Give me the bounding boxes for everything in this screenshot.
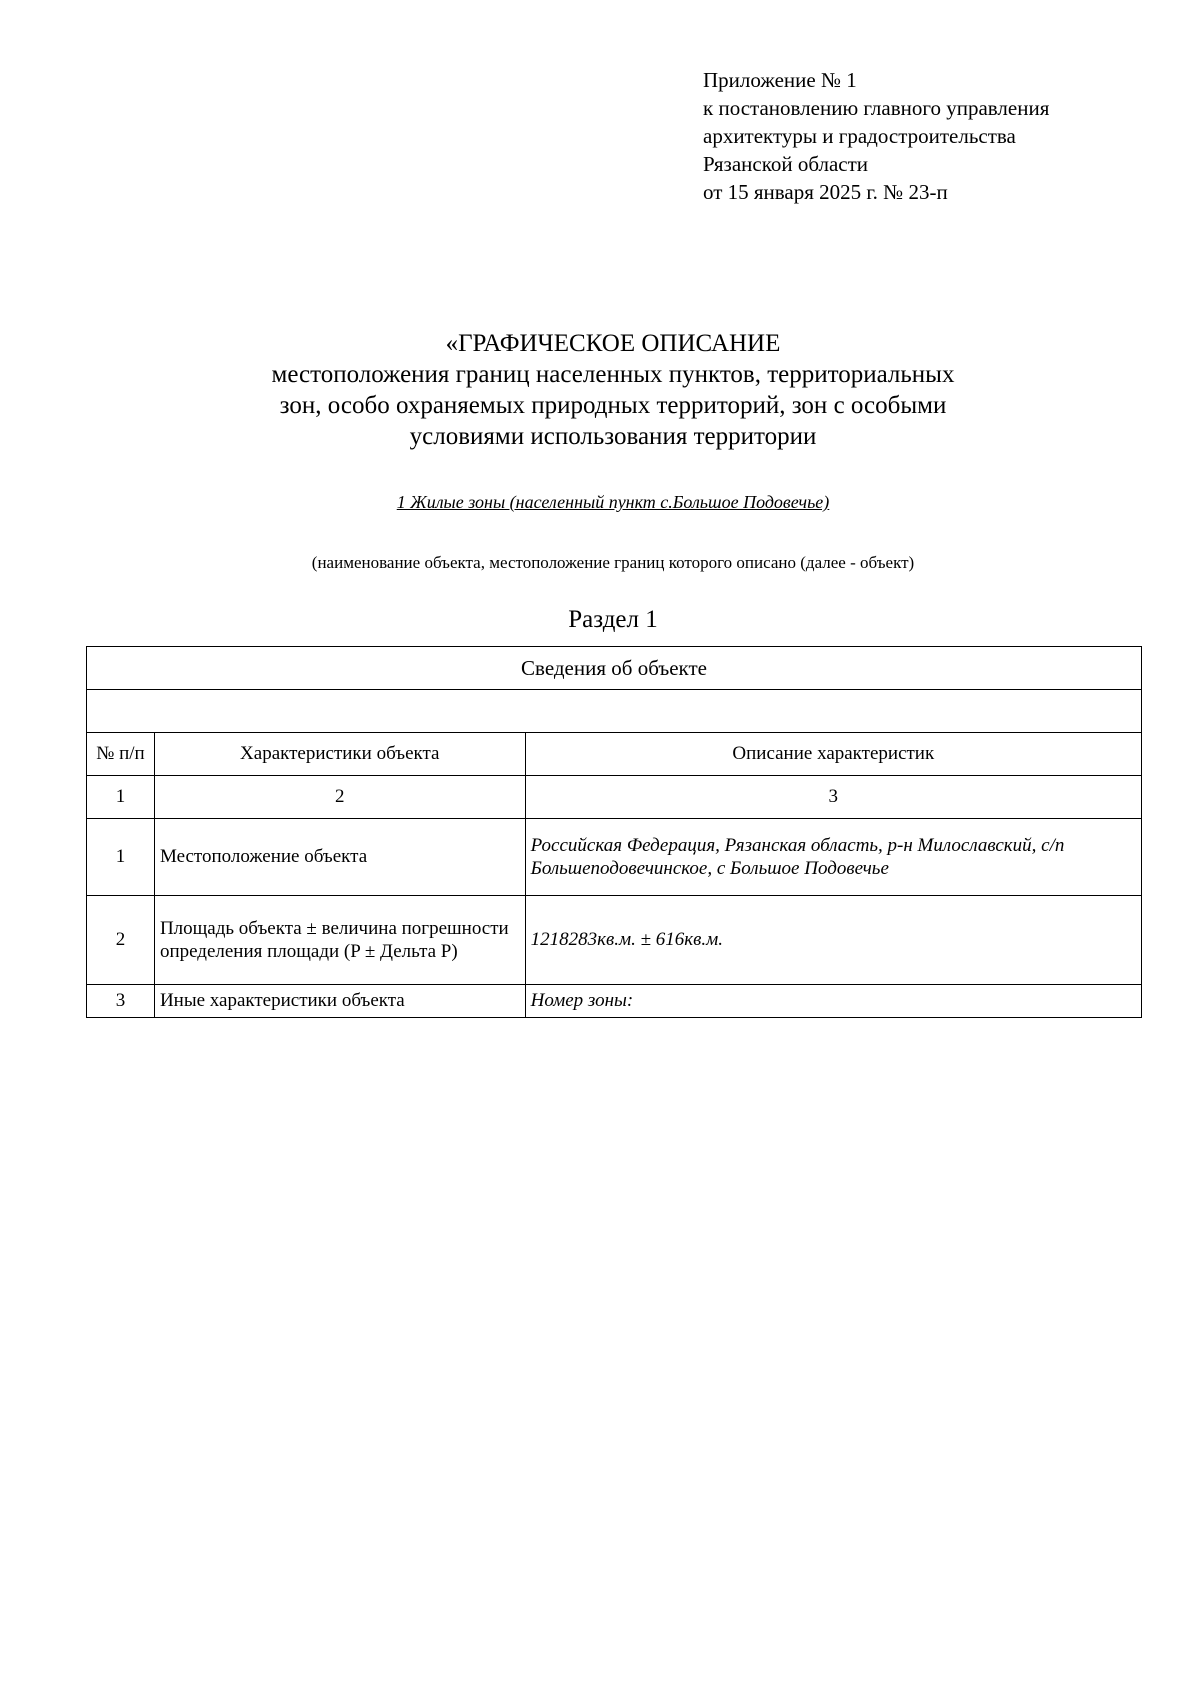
table-caption-row [87, 647, 1142, 690]
appendix-line: архитектуры и градостроительства [703, 124, 1016, 148]
column-number: 2 [154, 776, 525, 819]
row-description: Номер зоны: [525, 985, 1141, 1018]
table-row [87, 896, 1142, 985]
column-number: 1 [87, 776, 155, 819]
column-number: 3 [525, 776, 1141, 819]
title-line: местоположения границ населенных пунктов, территориальных [271, 361, 955, 388]
title-line: «ГРАФИЧЕСКОЕ ОПИСАНИЕ [445, 330, 781, 357]
column-number-row [87, 776, 1142, 819]
document-title [0, 328, 1200, 452]
row-num: 3 [87, 985, 155, 1018]
header-characteristic: Характеристики объекта [154, 733, 525, 776]
table-empty-cell [87, 690, 1142, 733]
object-name-caption: (наименование объекта, местоположение границ которого описано (далее - объект) [311, 553, 915, 572]
appendix-line: от 15 января 2025 г. № 23-п [703, 180, 948, 204]
appendix-line: Приложение № 1 [703, 68, 857, 92]
title-line: условиями использования территории [409, 423, 817, 450]
header-description: Описание характеристик [525, 733, 1141, 776]
row-characteristic: Площадь объекта ± величина погрешности определения площади (P ± Дельта P) [154, 896, 525, 985]
appendix-line: к постановлению главного управления [703, 96, 1050, 120]
table-header-row [87, 733, 1142, 776]
appendix-line: Рязанской области [703, 152, 869, 176]
title-line: зон, особо охраняемых природных территорий, зон с особыми [279, 392, 947, 419]
table-row [87, 819, 1142, 896]
appendix-reference [703, 66, 1173, 206]
object-name-text: 1 Жилые зоны (населенный пункт с.Большое Подовечье) [396, 492, 830, 512]
header-num: № п/п [87, 733, 155, 776]
table-empty-row [87, 690, 1142, 733]
section-title: Раздел 1 [568, 606, 658, 633]
row-characteristic: Местоположение объекта [154, 819, 525, 896]
row-description: 1218283кв.м. ± 616кв.м. [525, 896, 1141, 985]
table-caption: Сведения об объекте [87, 647, 1142, 690]
object-info-table [86, 646, 1142, 1018]
object-name [0, 492, 1200, 513]
row-characteristic: Иные характеристики объекта [154, 985, 525, 1018]
row-description: Российская Федерация, Рязанская область, р-н Милославский, с/п Большеподовечинское, с Большое Подовечье [525, 819, 1141, 896]
row-num: 1 [87, 819, 155, 896]
row-num: 2 [87, 896, 155, 985]
table-row [87, 985, 1142, 1018]
